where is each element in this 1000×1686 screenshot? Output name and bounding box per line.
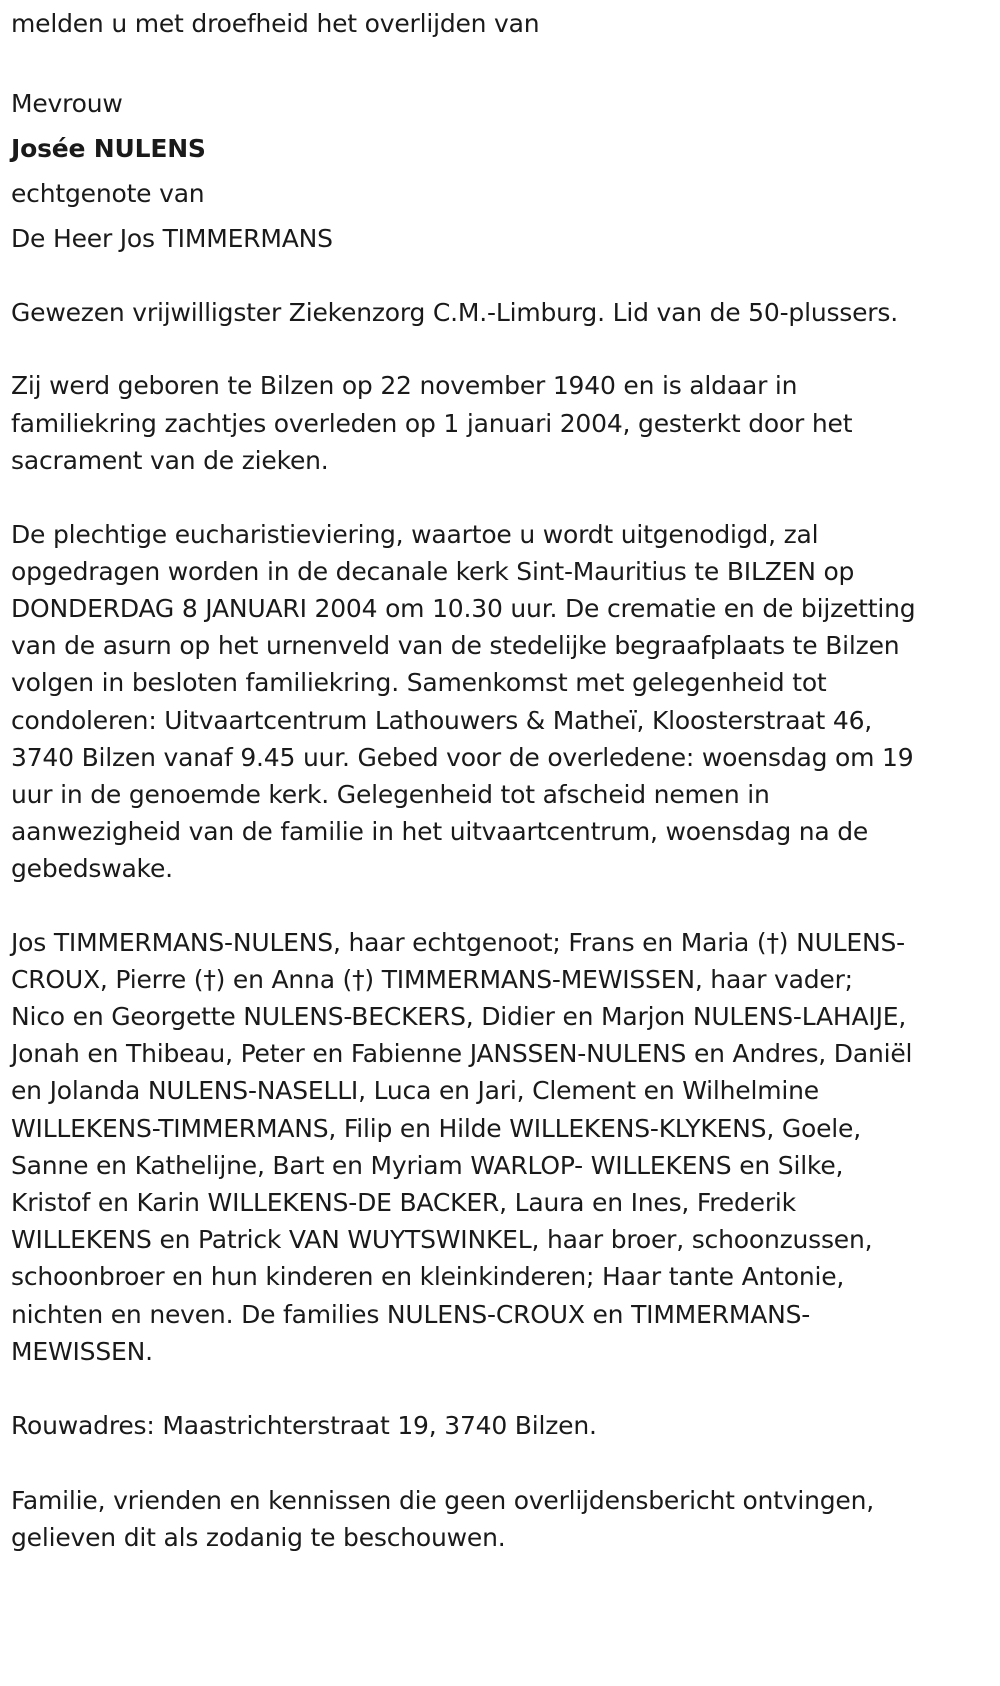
paragraph-line: gebedswake. [11, 854, 173, 884]
spacer [11, 44, 991, 84]
spacer [11, 1370, 991, 1406]
paragraph-line: WILLEKENS en Patrick VAN WUYTSWINKEL, haar broer, schoonzussen, [11, 1225, 873, 1255]
paragraph-line: Zij werd geboren te Bilzen op 22 november 1940 en is aldaar in [11, 371, 798, 400]
deceased-block [11, 84, 991, 259]
paragraph-line: CROUX, Pierre (†) en Anna (†) TIMMERMANS-MEWISSEN, haar vader; [11, 964, 853, 994]
paragraph-line: nichten en neven. De families NULENS-CROUX en TIMMERMANS- [11, 1299, 811, 1329]
deceased-spouse: De Heer Jos TIMMERMANS [11, 224, 333, 253]
spacer [11, 333, 991, 367]
paragraph-line: sacrament van de zieken. [11, 446, 329, 475]
closing-paragraph [11, 1482, 991, 1557]
obituary-document [11, 0, 991, 1557]
deceased-relation: echtgenote van [11, 179, 205, 208]
ceremony-paragraph [11, 516, 991, 888]
family-paragraph [11, 924, 991, 1370]
paragraph-line: De plechtige eucharistieviering, waartoe u wordt uitgenodigd, zal [11, 519, 819, 549]
deceased-title: Mevrouw [11, 89, 123, 118]
intro-line: melden u met droefheid het overlijden van [11, 9, 540, 38]
spacer [11, 480, 991, 516]
paragraph-line: Jos TIMMERMANS-NULENS, haar echtgenoot; Frans en Maria (†) NULENS- [11, 927, 905, 957]
paragraph-line: Nico en Georgette NULENS-BECKERS, Didier en Marjon NULENS-LAHAIJE, [11, 1001, 907, 1031]
paragraph-line: van de asurn op het urnenveld van de stedelijke begraafplaats te Bilzen [11, 631, 900, 661]
address-line: Rouwadres: Maastrichterstraat 19, 3740 Bilzen. [11, 1410, 597, 1440]
paragraph-line: MEWISSEN. [11, 1336, 153, 1366]
spacer [11, 259, 991, 293]
paragraph-line: familiekring zachtjes overleden op 1 januari 2004, gesterkt door het [11, 408, 853, 438]
paragraph-line: volgen in besloten familiekring. Samenkomst met gelegenheid tot [11, 668, 827, 698]
paragraph-line: aanwezigheid van de familie in het uitvaartcentrum, woensdag na de [11, 817, 869, 847]
spacer [11, 888, 991, 924]
paragraph-line: condoleren: Uitvaartcentrum Lathouwers & Matheï, Kloosterstraat 46, [11, 705, 873, 735]
paragraph-line: Sanne en Kathelijne, Bart en Myriam WARLOP- WILLEKENS en Silke, [11, 1150, 844, 1180]
volunteer-line: Gewezen vrijwilligster Ziekenzorg C.M.-Limburg. Lid van de 50-plussers. [11, 298, 898, 327]
paragraph-line: schoonbroer en hun kinderen en kleinkinderen; Haar tante Antonie, [11, 1262, 845, 1292]
deceased-name [11, 129, 991, 169]
deceased-name-text: Josée NULENS [11, 134, 206, 163]
paragraph-line: opgedragen worden in de decanale kerk Sint-Mauritius te BILZEN op [11, 556, 855, 586]
paragraph-line: DONDERDAG 8 JANUARI 2004 om 10.30 uur. De crematie en de bijzetting [11, 593, 916, 623]
paragraph-line: Jonah en Thibeau, Peter en Fabienne JANSSEN-NULENS en Andres, Daniël [11, 1039, 913, 1069]
paragraph-line: 3740 Bilzen vanaf 9.45 uur. Gebed voor de overledene: woensdag om 19 [11, 742, 914, 772]
paragraph-line: uur in de genoemde kerk. Gelegenheid tot afscheid nemen in [11, 779, 770, 809]
paragraph-line: Kristof en Karin WILLEKENS-DE BACKER, Laura en Ines, Frederik [11, 1187, 796, 1217]
birth-death-paragraph [11, 367, 991, 480]
paragraph-line: Familie, vrienden en kennissen die geen overlijdensbericht ontvingen, [11, 1485, 875, 1515]
spacer [11, 1446, 991, 1482]
paragraph-line: WILLEKENS-TIMMERMANS, Filip en Hilde WILLEKENS-KLYKENS, Goele, [11, 1113, 861, 1143]
paragraph-line: gelieven dit als zodanig te beschouwen. [11, 1523, 506, 1553]
paragraph-line: en Jolanda NULENS-NASELLI, Luca en Jari, Clement en Wilhelmine [11, 1076, 819, 1106]
